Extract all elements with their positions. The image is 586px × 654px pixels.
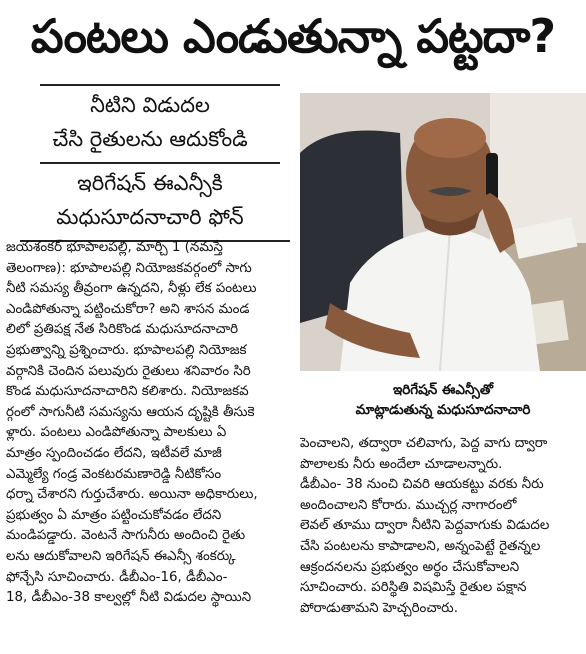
subheading-line-3: ఇరిగేషన్ ఈఎన్సీకి (77, 171, 223, 195)
subheading-line-4: మధుసూదనాచారి ఫోన్ (56, 205, 244, 229)
headline: పంటలు ఎండుతున్నా పట్టదా? (30, 9, 556, 63)
text-line: డీబీఎం- 38 నుంచి చివరి ఆయకట్టు వరకు నీరు (300, 477, 544, 493)
photo-caption (300, 372, 586, 430)
text-line: 18, డీబీఎం-38 కాల్వల్లో నీటి విడుదల స్థాయిని (6, 590, 252, 606)
text-line: ప్రభుత్వం ఏ మాత్రం పట్టించుకోవడం లేదని (6, 507, 222, 523)
man-on-phone-photo (300, 93, 586, 371)
subheading-line-2: చేసి రైతులను ఆదుకోండి (52, 127, 248, 151)
text-line: మండిపడ్డారు. వెంటనే సాగునీరు అందించి రైతు (6, 528, 246, 544)
text-line: పొలాలకు నీరు అందేలా చూడాలన్నారు. (300, 456, 503, 472)
caption-line: ఇరిగేషన్ ఈఎన్సీతో (392, 382, 494, 398)
text-line: లిలో ప్రతిపక్ష నేత సిరికొండ మధుసూదనాచారి (6, 322, 239, 338)
text-line: నీటి సమస్య తీవ్రంగా ఉన్నదని, నీళ్లు లేక పంటలు (6, 281, 257, 297)
text-line: ఎమ్మెల్యే గండ్ర వెంకటరమణారెడ్డి నీటికోసం (6, 466, 222, 482)
subheading-line-1: నీటిని విడుదల (90, 93, 210, 117)
left-column-text (6, 238, 294, 609)
text-line: ఎండిపోతున్నా పట్టించుకోరా? అని శాసన మండ (6, 301, 250, 317)
text-line: లను ఆదుకోవాలని ఇరిగేషన్ ఈఎన్సీ శంకర్కు (6, 548, 236, 564)
text-line: మాత్రం స్పందించడం లేదని, ఇటీవలే మాజీ (6, 445, 222, 461)
text-line: కొండ మధుసూదనాచారిని కలిశారు. నియోజకవ (6, 384, 249, 400)
divider (40, 84, 280, 86)
text-line: ప్రభుత్వాన్ని ప్రశ్నించారు. భూపాలపల్లి నియోజక (6, 342, 247, 358)
right-column-text (300, 434, 582, 619)
text-line: లెవల్ తూము ద్వారా నీటిని పెద్దవాగుకు విడుదల (300, 518, 550, 534)
text-line: ఫోన్చేసి సూచించారు. డీబీఎం-16, డీబీఎం- (6, 569, 228, 585)
text-line: జయశంకర్ భూపాలపల్లి, మార్చి 1 (నమస్తే (6, 240, 223, 255)
text-line: అందించాలని కోరారు. ముచ్చర్ల నాగారంలో (300, 497, 517, 513)
text-line: ళ్లారు. పంటలు ఎండిపోతున్నా పాలకులు ఏ (6, 425, 227, 441)
news-photo (300, 93, 586, 371)
text-line: వర్గానికి చెందిన పలువురు రైతులు శనివారం సిరి (6, 363, 251, 379)
caption-line: మాట్లాడుతున్న మధుసూదనాచారి (355, 402, 531, 418)
text-line: తెలంగాణ): భూపాలపల్లి నియోజకవర్గంలో సాగు (6, 260, 252, 276)
divider (40, 162, 280, 164)
text-line: పోరాడుతామని హెచ్చరించారు. (300, 600, 458, 616)
text-line: చేసి పంటలను కాపాడాలని, అన్నంపెట్టే రైతన్నల (300, 538, 541, 554)
text-line: ర్గంలో సాగునీటి సమస్యను ఆయన దృష్టికి తీసుకె (6, 404, 255, 420)
text-line: ధర్నా చేశారని గుర్తుచేశారు. అయినా అధికారులు, (6, 487, 258, 503)
text-line: సూచించారు. పరిస్థితి విషమిస్తే రైతుల పక్షాన (300, 580, 527, 596)
text-line: ఆక్రందనలను ప్రభుత్వం అర్థం చేసుకోవాలని (300, 559, 520, 575)
text-line: పెంచాలని, తద్వారా చలివాగు, పెద్ద వాగు ద్వారా (300, 436, 548, 451)
